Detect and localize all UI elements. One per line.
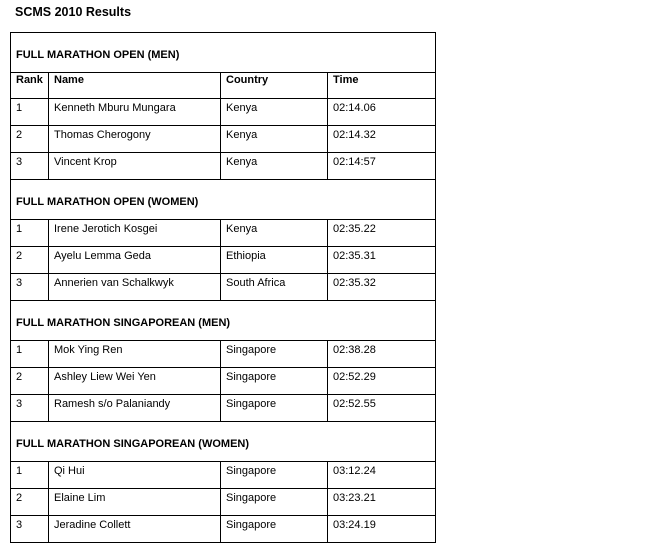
cell-name: Jeradine Collett <box>49 516 221 543</box>
cell-rank: 2 <box>11 247 49 274</box>
cell-time: 02:35.32 <box>328 274 436 301</box>
table-row <box>11 99 436 126</box>
cell-time: 02:14.06 <box>328 99 436 126</box>
cell-country: Kenya <box>221 126 328 153</box>
cell-country: South Africa <box>221 274 328 301</box>
results-table-body <box>11 33 436 543</box>
cell-time: 02:14:57 <box>328 153 436 180</box>
cell-name: Thomas Cherogony <box>49 126 221 153</box>
table-row <box>11 247 436 274</box>
cell-name: Ashley Liew Wei Yen <box>49 368 221 395</box>
cell-rank: 2 <box>11 489 49 516</box>
cell-rank: 1 <box>11 220 49 247</box>
cell-time: 02:52.29 <box>328 368 436 395</box>
cell-rank: 3 <box>11 153 49 180</box>
table-row <box>11 368 436 395</box>
section-heading-row <box>11 33 436 73</box>
cell-rank: 1 <box>11 99 49 126</box>
section-heading-row <box>11 180 436 220</box>
table-row <box>11 516 436 543</box>
table-row <box>11 153 436 180</box>
section-heading: FULL MARATHON OPEN (WOMEN) <box>11 180 436 220</box>
cell-name: Annerien van Schalkwyk <box>49 274 221 301</box>
cell-name: Ramesh s/o Palaniandy <box>49 395 221 422</box>
cell-country: Kenya <box>221 220 328 247</box>
cell-country: Ethiopia <box>221 247 328 274</box>
cell-name: Elaine Lim <box>49 489 221 516</box>
table-row <box>11 341 436 368</box>
cell-rank: 3 <box>11 395 49 422</box>
section-heading-row <box>11 301 436 341</box>
table-row <box>11 462 436 489</box>
cell-country: Singapore <box>221 341 328 368</box>
cell-time: 03:23.21 <box>328 489 436 516</box>
table-row <box>11 126 436 153</box>
cell-country: Singapore <box>221 516 328 543</box>
cell-rank: 3 <box>11 516 49 543</box>
table-row <box>11 220 436 247</box>
results-table <box>10 32 436 543</box>
cell-name: Vincent Krop <box>49 153 221 180</box>
cell-country: Singapore <box>221 489 328 516</box>
cell-name: Kenneth Mburu Mungara <box>49 99 221 126</box>
cell-time: 02:14.32 <box>328 126 436 153</box>
cell-time: 02:38.28 <box>328 341 436 368</box>
cell-rank: 2 <box>11 126 49 153</box>
cell-rank: 2 <box>11 368 49 395</box>
cell-country: Singapore <box>221 462 328 489</box>
table-row <box>11 274 436 301</box>
column-header-rank: Rank <box>11 73 49 99</box>
page-title: SCMS 2010 Results <box>15 5 132 19</box>
cell-time: 02:35.22 <box>328 220 436 247</box>
cell-name: Ayelu Lemma Geda <box>49 247 221 274</box>
section-heading: FULL MARATHON SINGAPOREAN (MEN) <box>11 301 436 341</box>
table-row <box>11 395 436 422</box>
section-heading: FULL MARATHON OPEN (MEN) <box>11 33 436 73</box>
section-heading: FULL MARATHON SINGAPOREAN (WOMEN) <box>11 422 436 462</box>
section-heading-row <box>11 422 436 462</box>
cell-time: 02:35.31 <box>328 247 436 274</box>
cell-time: 02:52.55 <box>328 395 436 422</box>
cell-rank: 1 <box>11 462 49 489</box>
cell-time: 03:24.19 <box>328 516 436 543</box>
cell-time: 03:12.24 <box>328 462 436 489</box>
column-header-time: Time <box>328 73 436 99</box>
column-header-row <box>11 73 436 99</box>
cell-name: Qi Hui <box>49 462 221 489</box>
cell-country: Singapore <box>221 368 328 395</box>
cell-country: Singapore <box>221 395 328 422</box>
cell-name: Irene Jerotich Kosgei <box>49 220 221 247</box>
table-row <box>11 489 436 516</box>
cell-rank: 1 <box>11 341 49 368</box>
cell-country: Kenya <box>221 153 328 180</box>
column-header-name: Name <box>49 73 221 99</box>
cell-country: Kenya <box>221 99 328 126</box>
column-header-country: Country <box>221 73 328 99</box>
cell-rank: 3 <box>11 274 49 301</box>
cell-name: Mok Ying Ren <box>49 341 221 368</box>
